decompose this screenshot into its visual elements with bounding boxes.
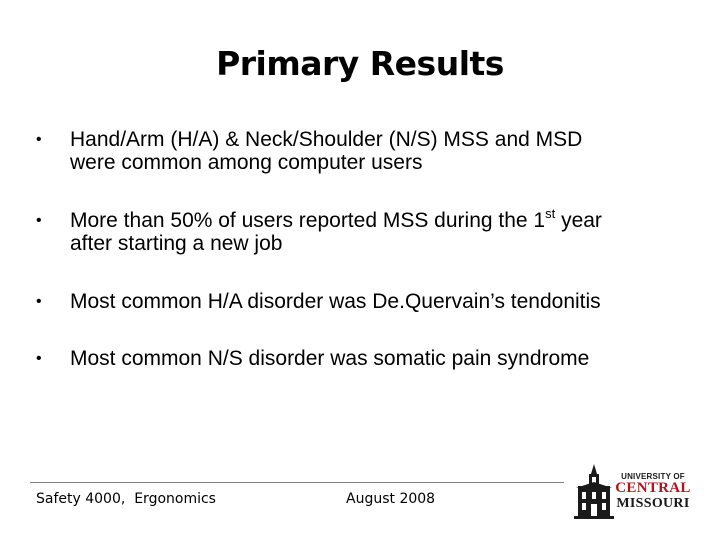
footer-course: Safety 4000, Ergonomics [36,491,216,507]
ordinal-superscript: st [545,206,556,221]
building-tower-icon [574,462,614,520]
bullet-item [36,290,696,313]
bullet-item [36,347,696,370]
bullet-text [70,206,696,255]
bullet-line-end: year [555,209,602,232]
bullet-icon: • [36,293,42,310]
logo-wordmark [612,472,694,511]
footer-divider [30,482,564,483]
footer-date: August 2008 [346,491,436,507]
bullet-item [36,206,696,255]
logo-line-missouri: MISSOURI [616,496,690,511]
bullet-line: More than 50% of users reported MSS during the 1 [70,209,546,232]
bullet-icon: • [36,131,42,148]
slide-title: Primary Results [216,44,504,83]
bullet-item [36,128,696,174]
bullet-text: Most common N/S disorder was somatic pain syndrome [70,347,590,370]
bullet-line: were common among computer users [70,151,423,174]
bullet-line: Hand/Arm (H/A) & Neck/Shoulder (N/S) MSS and MSD [70,128,583,151]
bullet-text [70,128,696,174]
logo-line-central: CENTRAL [615,480,691,496]
bullet-line: after starting a new job [70,232,283,255]
bullet-text: Most common H/A disorder was De.Quervain’s tendonitis [70,290,601,313]
bullet-icon: • [36,212,42,229]
logo-line-university: UNIVERSITY OF [621,472,685,481]
university-logo [574,462,694,520]
bullet-icon: • [36,350,42,367]
